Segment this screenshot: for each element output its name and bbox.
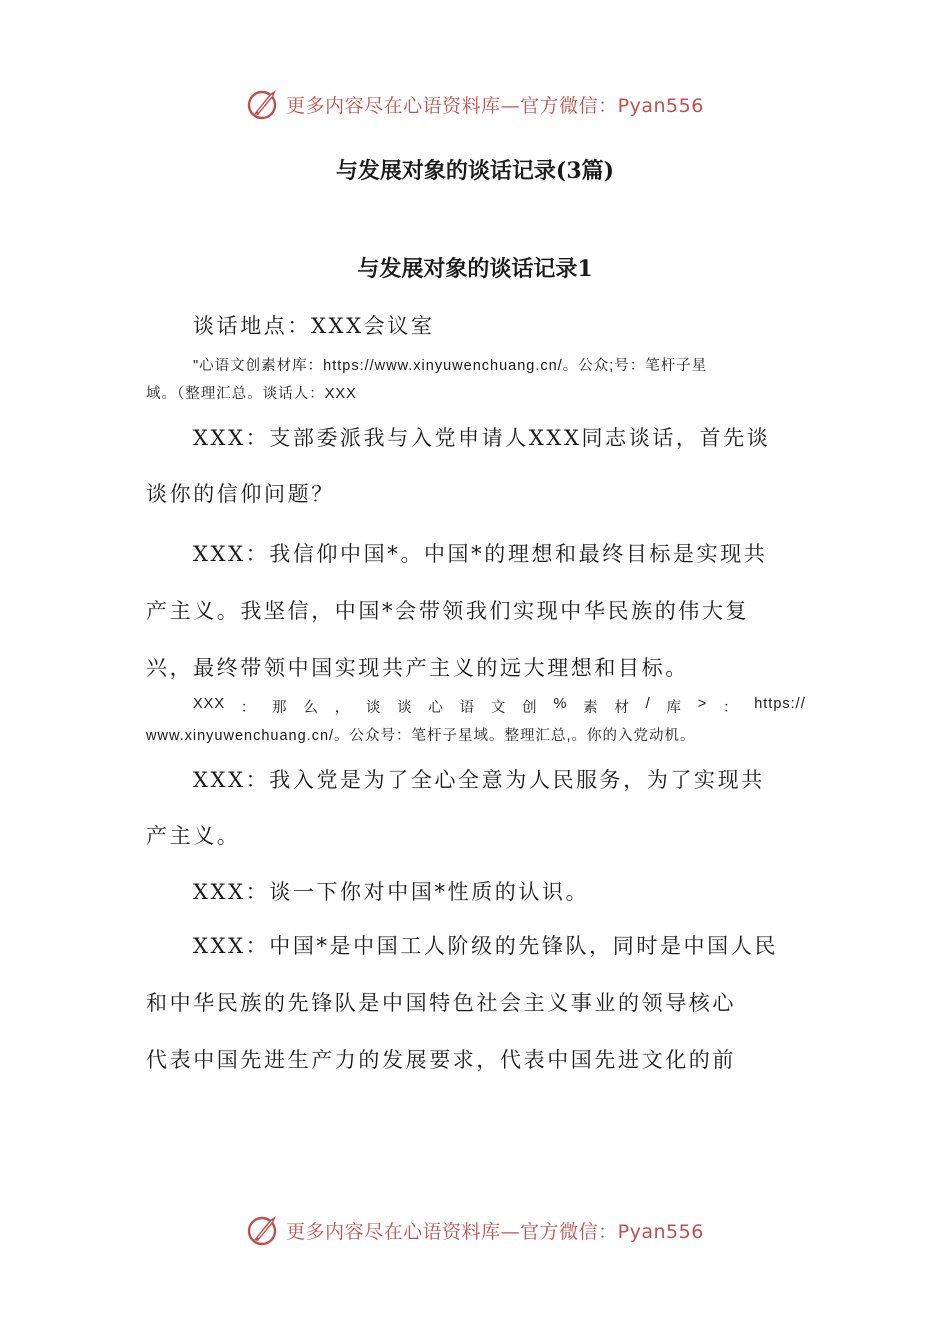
watermark-fragment: 心 — [428, 700, 444, 716]
paragraph-line: XXX：中国*是中国工人阶级的先锋队，同时是中国人民 — [193, 934, 778, 958]
watermark-fragment: 文 — [490, 700, 507, 716]
section-title: 与发展对象的谈话记录1 — [357, 256, 593, 282]
watermark-fragment: 谈 — [397, 700, 413, 716]
watermark-fragment: > — [697, 696, 708, 712]
quill-pen-logo-icon — [246, 1212, 282, 1248]
paragraph-line: XXX：我入党是为了全心全意为人民服务，为了实现共 — [193, 768, 765, 792]
paragraph-line: XXX：谈一下你对中国*性质的认识。 — [193, 880, 590, 904]
watermark-fragment: 谈 — [365, 700, 382, 716]
quill-pen-logo-icon — [246, 86, 282, 122]
watermark-fragment: 那 — [272, 700, 288, 716]
watermark-fragment: 材 — [614, 700, 630, 716]
document-title: 与发展对象的谈话记录(3篇) — [335, 158, 615, 184]
wechat-id: Pyan556 — [617, 94, 704, 117]
watermark-fragment: 创 — [522, 700, 538, 716]
header-banner — [0, 82, 950, 126]
banner-text: 更多内容尽在心语资料库—官方微信：Pyan556 — [286, 1220, 704, 1243]
wechat-id: Pyan556 — [617, 1220, 704, 1243]
watermark-fragment: XXX — [193, 696, 226, 712]
watermark-fragment: 么 — [303, 700, 319, 716]
watermark-line: www.xinyuwenchuang.cn/。公众号：笔杆子星域。整理汇总,。你的入党动机。 — [146, 728, 696, 744]
footer-banner — [0, 1208, 950, 1252]
paragraph-line: 谈话地点：XXX会议室 — [193, 314, 435, 338]
watermark-line: "心语文创素材库：https://www.xinyuwenchuang.cn/。公众;号：笔杆子星 — [193, 358, 708, 374]
watermark-fragment: / — [645, 696, 651, 712]
watermark-line — [193, 696, 806, 717]
paragraph-line: 谈你的信仰问题？ — [146, 482, 335, 506]
paragraph-line: 和中华民族的先锋队是中国特色社会主义事业的领导核心 — [146, 991, 736, 1015]
watermark-fragment: ： — [240, 700, 257, 716]
paragraph-line: 代表中国先进生产力的发展要求，代表中国先进文化的前 — [146, 1048, 736, 1072]
watermark-fragment: 库 — [666, 700, 682, 716]
paragraph-line: 兴，最终带领中国实现共产主义的远大理想和目标。 — [146, 656, 689, 680]
banner-text: 更多内容尽在心语资料库—官方微信：Pyan556 — [286, 94, 704, 117]
paragraph-line: XXX：我信仰中国*。中国*的理想和最终目标是实现共 — [193, 542, 768, 566]
watermark-fragment: ， — [334, 700, 351, 716]
watermark-fragment: ： — [722, 700, 739, 716]
paragraph-line: XXX：支部委派我与入党申请人XXX同志谈话，首先谈 — [193, 426, 771, 450]
paragraph-line: 产主义。我坚信，中国*会带领我们实现中华民族的伟大复 — [146, 599, 750, 623]
watermark-fragment: 语 — [459, 700, 476, 716]
watermark-fragment: 素 — [583, 700, 599, 716]
watermark-line: 域。（整理汇总。谈话人：XXX — [146, 386, 357, 402]
watermark-fragment: % — [553, 696, 568, 712]
watermark-fragment: https:// — [754, 696, 806, 712]
paragraph-line: 产主义。 — [146, 824, 241, 848]
